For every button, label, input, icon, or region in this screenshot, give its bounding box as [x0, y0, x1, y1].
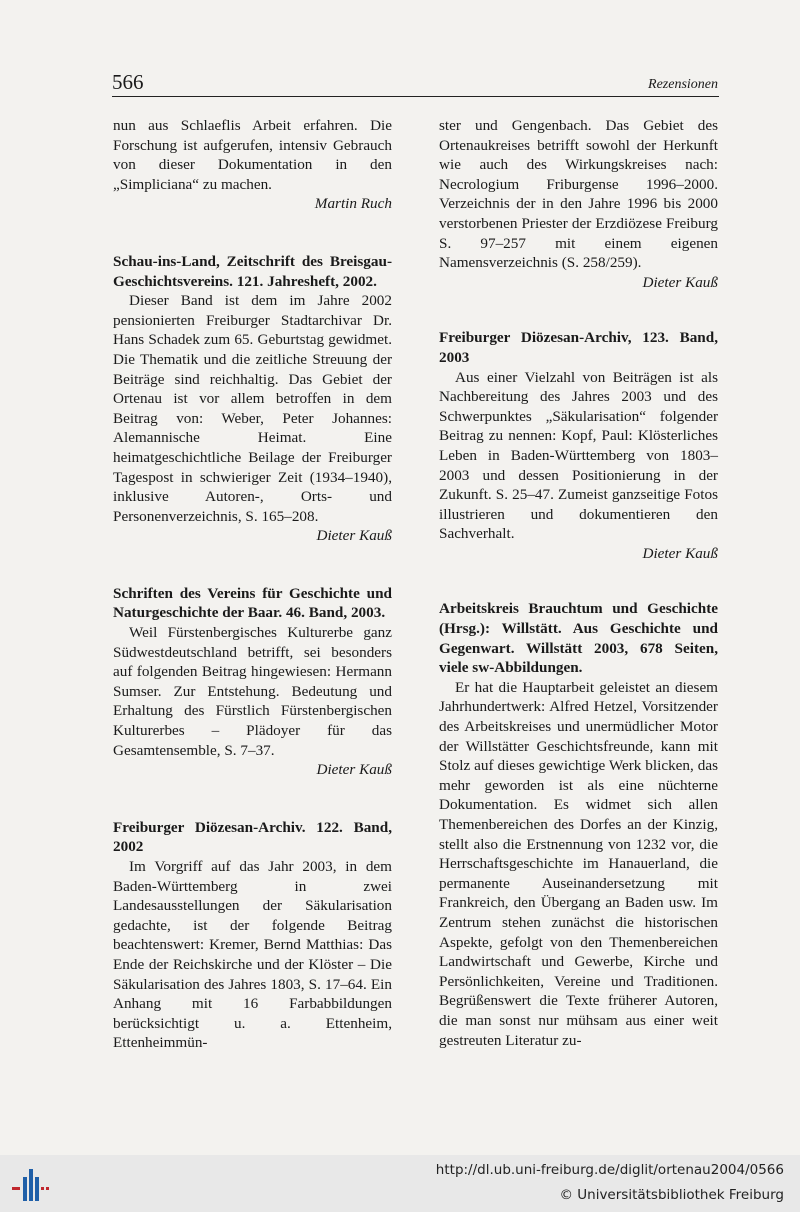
review-title: Schriften des Vereins für Geschichte und Naturgeschichte der Baar. 46. Band, 2003.	[113, 584, 392, 622]
review-title: Arbeitskreis Brauchtum und Geschichte (Hrsg.): Willstätt. Aus Geschichte und Gegenwart. Willstätt 2003, 678 Seiten, viele sw-Abbildungen.	[439, 600, 718, 677]
review-signature: Martin Ruch	[314, 195, 392, 213]
review-title: Schau-ins-Land, Zeitschrift des Breisgau-Geschichtsvereins. 121. Jahresheft, 2002.	[113, 252, 392, 290]
review-signature: Dieter Kauß	[642, 273, 718, 291]
right-column	[439, 116, 718, 1050]
running-title: Rezensionen	[648, 77, 718, 92]
copyright-notice: © Universitätsbibliothek Freiburg	[559, 1187, 784, 1203]
source-url-link[interactable]: http://dl.ub.uni-freiburg.de/diglit/ortenau2004/0566	[435, 1162, 784, 1178]
review-signature: Dieter Kauß	[316, 527, 392, 545]
review-body: Dieser Band ist dem im Jahre 2002 pensionierten Freiburger Stadtarchivar Dr. Hans Schadek zum 65. Geburtstag gewidmet. Die Thematik und die zeitliche Streuung der Beiträge sind reichhaltig. Das Gebiet der Ortenau ist vor allem betroffen in dem Beitrag von: Weber, Peter Johannes: Alemannische Heimat. Eine heimatgeschichtliche Beilage der Freiburger Tagespost in schwieriger Zeit (1934–1940), inklusive Autoren-, Orts- und Personenverzeichnis, S. 165–208.	[113, 292, 392, 525]
review-body: Weil Fürstenbergisches Kulturerbe ganz Südwestdeutschland betrifft, sei besonders auf folgenden Beitrag hingewiesen: Hermann Sumser. Zur Entstehung. Bedeutung und Erhaltung des Fürstlich Fürstenbergischen Kulturerbes – Plädoyer für das Gesamtensemble, S. 7–37.	[113, 624, 392, 759]
review-body: Er hat die Hauptarbeit geleistet an diesem Jahrhundertwerk: Alfred Hetzel, Vorsitzender des Arbeitskreises und unermüdlicher Motor der Willstätter Geschichtsfreunde, kann mit Stolz auf dieses gewichtige Werk blicken, das mehr geworden ist als eine nüchterne Dokumentation. Es widmet sich allen Themenbereichen des Dorfes an der Kinzig, stellt also die Erstnennung von 1232 vor, die Herrschaftsgeschichte im Hanauerland, die permanente Auseinandersetzung mit Frankreich, den Übergang an Baden usw. Im Zentrum stehen zunächst die historischen Aspekte, gefolgt von den Themenbereichen Landwirtschaft und Gewerbe, Kirche und Persönlichkeiten, Vereine und Traditionen. Begrüßenswert die Texte früherer Autoren, die man sonst nur mühsam aus einer weit gestreuten Literatur zu-	[439, 678, 718, 1049]
page-number: 566	[112, 70, 144, 94]
left-column	[113, 116, 392, 1053]
header-rule	[112, 96, 719, 97]
review-body: nun aus Schlaeflis Arbeit erfahren. Die Forschung ist aufgerufen, intensiv Gebrauch von dieser Dokumentation in den „Simpliciana“ zu machen.	[113, 117, 392, 193]
review-signature: Dieter Kauß	[316, 761, 392, 779]
review-signature: Dieter Kauß	[642, 544, 718, 562]
review-title: Freiburger Diözesan-Archiv. 122. Band, 2002	[113, 818, 392, 856]
ub-freiburg-logo-icon	[10, 1165, 50, 1205]
viewer-footer	[0, 1155, 800, 1212]
review-title: Freiburger Diözesan-Archiv, 123. Band, 2003	[439, 329, 718, 366]
review-body: ster und Gengenbach. Das Gebiet des Ortenaukreises betrifft sowohl der Herkunft wie auch des Wirkungskreises nach: Necrologium Friburgense 1996–2000. Verzeichnis der in den Jahre 1996 bis 2000 verstorbenen Priester der Erzdiözese Freiburg S. 97–257 mit einem eigenen Namensverzeichnis (S. 258/259).	[439, 117, 718, 272]
review-body: Im Vorgriff auf das Jahr 2003, in dem Baden-Württemberg in zwei Landesausstellungen der Säkularisation gedachte, ist der folgende Beitrag beachtenswert: Kremer, Bernd Matthias: Das Ende der Reichskirche und der Klöster – Die Säkularisation des Jahres 1803, S. 17–64. Ein Anhang mit 16 Farbabbildungen berücksichtigt u. a. Ettenheim, Ettenheimmün-	[113, 858, 392, 1052]
review-body: Aus einer Vielzahl von Beiträgen ist als Nachbereitung des Jahres 2003 und des Schwerpunktes „Säkularisation“ folgender Beitrag zu nennen: Kopf, Paul: Klösterliches Leben in Baden-Württemberg von 1803–2003 und dessen Positionierung in der Zukunft. S. 25–47. Zumeist ganzseitige Fotos illustrieren und dokumentieren den Sachverhalt.	[439, 368, 718, 543]
